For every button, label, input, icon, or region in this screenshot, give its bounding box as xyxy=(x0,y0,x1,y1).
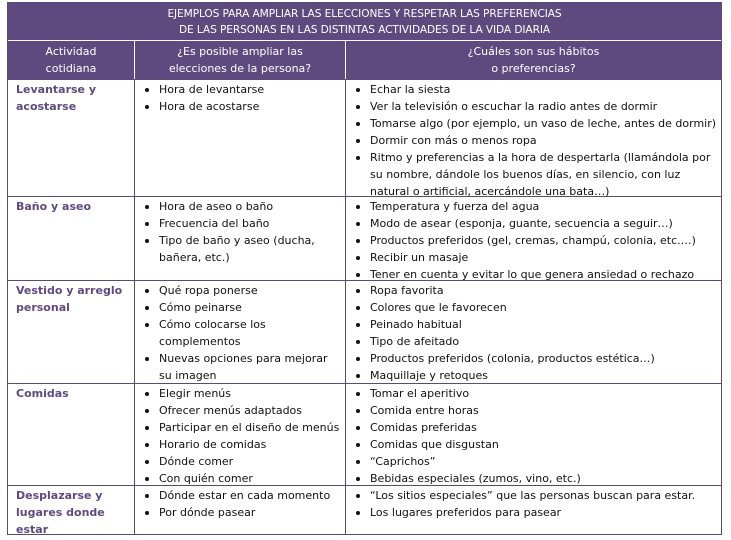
header-text: ¿Es posible ampliar las xyxy=(177,45,303,58)
list-item: Tomarse algo (por ejemplo, un vaso de leche, antes de dormir) xyxy=(346,115,721,132)
table-row xyxy=(8,79,721,196)
list-item: Productos preferidos (colonia, productos estética…) xyxy=(346,350,721,367)
list-item: Productos preferidos (gel, cremas, champú, colonia, etc.…) xyxy=(346,232,721,249)
column-header-preferences xyxy=(345,41,721,79)
header-text: o preferencias? xyxy=(491,62,576,75)
choices-cell xyxy=(134,281,345,383)
header-text: Actividad xyxy=(45,45,97,58)
bullet-list xyxy=(346,385,721,487)
bullet-list xyxy=(135,81,345,115)
header-text: cotidiana xyxy=(45,62,97,75)
preferences-cell xyxy=(345,197,721,280)
list-item: Comidas preferidas xyxy=(346,419,721,436)
table-body xyxy=(8,79,721,534)
table-row xyxy=(8,383,721,485)
list-item: Nuevas opciones para mejorar su imagen xyxy=(135,350,345,384)
list-item: Hora de acostarse xyxy=(135,98,345,115)
list-item: Participar en el diseño de menús xyxy=(135,419,345,436)
preferences-cell xyxy=(345,80,721,196)
list-item: Dormir con más o menos ropa xyxy=(346,132,721,149)
list-item: Horario de comidas xyxy=(135,436,345,453)
table-row xyxy=(8,196,721,280)
activity-cell: Baño y aseo xyxy=(16,200,92,213)
list-item: Maquillaje y retoques xyxy=(346,367,721,384)
choices-cell xyxy=(134,197,345,280)
choices-cell xyxy=(134,80,345,196)
list-item: Elegir menús xyxy=(135,385,345,402)
title-line-2: DE LAS PERSONAS EN LAS DISTINTAS ACTIVIDADES DE LA VIDA DIARIA xyxy=(178,24,551,36)
preferences-cell xyxy=(345,384,721,485)
list-item: Cómo peinarse xyxy=(135,299,345,316)
list-item: Ofrecer menús adaptados xyxy=(135,402,345,419)
preferences-table xyxy=(7,2,722,535)
list-item: Tomar el aperitivo xyxy=(346,385,721,402)
list-item: Bebidas especiales (zumos, vino, etc.) xyxy=(346,470,721,487)
list-item: Los lugares preferidos para pasear xyxy=(346,504,721,521)
choices-cell xyxy=(134,384,345,485)
list-item: Recibir un masaje xyxy=(346,249,721,266)
list-item: Por dónde pasear xyxy=(135,504,345,521)
bullet-list xyxy=(346,282,721,384)
list-item: Peinado habitual xyxy=(346,316,721,333)
list-item: Tipo de baño y aseo (ducha, bañera, etc.) xyxy=(135,232,345,266)
title-line-1: EJEMPLOS PARA AMPLIAR LAS ELECCIONES Y RESPETAR LAS PREFERENCIAS xyxy=(167,8,562,20)
header-text: elecciones de la persona? xyxy=(168,62,312,75)
list-item: Ritmo y preferencias a la hora de despertarla (llamándola por su nombre, dándole los buenos días, en silencio, con luz natural o artificial, acercándole una bata…) xyxy=(346,149,721,200)
list-item: Ver la televisión o escuchar la radio antes de dormir xyxy=(346,98,721,115)
list-item: Hora de levantarse xyxy=(135,81,345,98)
activity-cell: Comidas xyxy=(16,387,69,400)
bullet-list xyxy=(135,282,345,384)
column-header-activity xyxy=(8,41,134,79)
bullet-list xyxy=(346,487,721,521)
list-item: Cómo colocarse los complementos xyxy=(135,316,345,350)
list-item: “Caprichos” xyxy=(346,453,721,470)
list-item: Frecuencia del baño xyxy=(135,215,345,232)
bullet-list xyxy=(135,385,345,487)
bullet-list xyxy=(346,81,721,200)
preferences-cell xyxy=(345,486,721,534)
bullet-list xyxy=(135,487,345,521)
table-row xyxy=(8,280,721,383)
column-header-choices xyxy=(134,41,345,79)
activity-cell: Desplazarse y lugares donde estar xyxy=(16,489,105,536)
bullet-list xyxy=(135,198,345,266)
header-text: ¿Cuáles son sus hábitos xyxy=(467,45,600,58)
list-item: Modo de asear (esponja, guante, secuencia a seguir…) xyxy=(346,215,721,232)
table-row xyxy=(8,485,721,534)
column-header-row xyxy=(8,41,721,79)
list-item: Con quién comer xyxy=(135,470,345,487)
list-item: Tipo de afeitado xyxy=(346,333,721,350)
list-item: Dónde comer xyxy=(135,453,345,470)
list-item: Colores que le favorecen xyxy=(346,299,721,316)
list-item: Qué ropa ponerse xyxy=(135,282,345,299)
choices-cell xyxy=(134,486,345,534)
list-item: Tener en cuenta y evitar lo que genera ansiedad o rechazo xyxy=(346,266,721,283)
list-item: Hora de aseo o baño xyxy=(135,198,345,215)
list-item: “Los sitios especiales” que las personas buscan para estar. xyxy=(346,487,721,504)
activity-cell: Vestido y arreglo personal xyxy=(16,284,123,314)
list-item: Echar la siesta xyxy=(346,81,721,98)
list-item: Dónde estar en cada momento xyxy=(135,487,345,504)
list-item: Temperatura y fuerza del agua xyxy=(346,198,721,215)
table-title xyxy=(8,3,721,41)
list-item: Comida entre horas xyxy=(346,402,721,419)
list-item: Ropa favorita xyxy=(346,282,721,299)
activity-cell: Levantarse y acostarse xyxy=(16,83,97,113)
preferences-cell xyxy=(345,281,721,383)
list-item: Comidas que disgustan xyxy=(346,436,721,453)
bullet-list xyxy=(346,198,721,283)
